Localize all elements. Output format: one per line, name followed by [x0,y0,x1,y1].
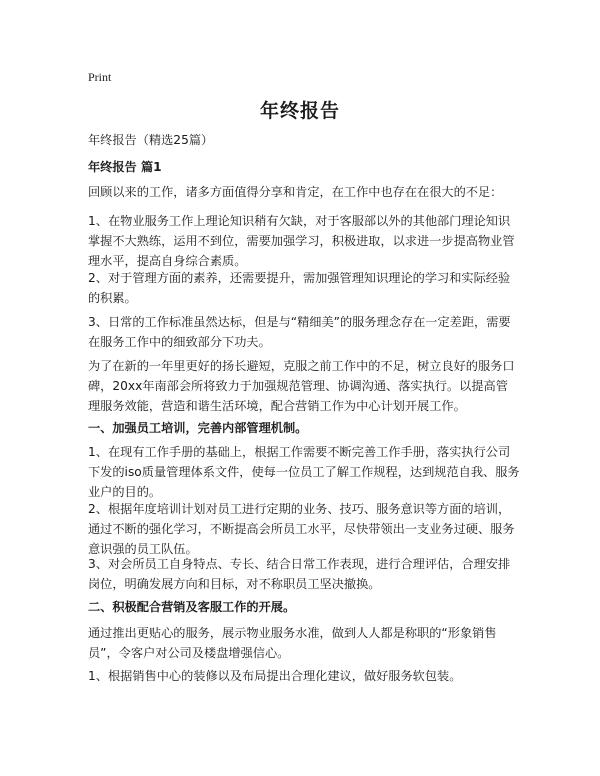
paragraph-2: 2、对于管理方面的素养，还需要提升，需加强管理知识理论的学习和实际经验的积累。 [88,271,511,305]
section-heading: 年终报告 篇1 [88,160,162,174]
print-label: Print [88,70,112,84]
paragraph-two-1: 1、根据销售中心的装修以及布局提出合理化建议，做好服务软包装。 [88,669,462,683]
paragraph-plan: 为了在新的一年里更好的扬长避短，克服之前工作中的不足，树立良好的服务口碑，20xx年南部会所将致力于加强规范管理、协调沟通、落实执行。以提高管理服务效能，营造和谐生活环境，配合营销工作为中心计划开展工作。 [88,359,515,413]
paragraph-1: 1、在物业服务工作上理论知识稍有欠缺，对于客服部以外的其他部门理论知识掌握不大熟练，运用不到位，需要加强学习，积极进取，以求进一步提高物业管理水平，提高自身综合素质。 [88,214,515,268]
paragraph-one-2: 2、根据年度培训计划对员工进行定期的业务、技巧、服务意识等方面的培训，通过不断的强化学习，不断提高会所员工水平，尽快带领出一支业务过硬、服务意识强的员工队伍。 [88,502,515,556]
document-title: 年终报告 [259,100,340,122]
paragraph-one-3: 3、对会所员工自身特点、专长、结合日常工作表现，进行合理评估，合理安排岗位，明确发展方向和目标，对不称职员工坚决撤换。 [88,557,511,591]
heading-section-two: 二、积极配合营销及客服工作的开展。 [88,600,296,614]
paragraph-two-intro: 通过推出更贴心的服务，展示物业服务水准，做到人人都是称职的“形象销售员”，令客户对公司及楼盘增强信心。 [88,626,497,660]
paragraph-intro: 回顾以来的工作，诸多方面值得分享和肯定，在工作中也存在在很大的不足： [88,185,503,199]
document-subtitle: 年终报告（精选25篇） [88,133,214,147]
heading-section-one: 一、加强员工培训，完善内部管理机制。 [88,421,308,435]
paragraph-3: 3、日常的工作标准虽然达标，但是与“精细美”的服务理念存在一定差距，需要在服务工作中的细致部分下功夫。 [88,315,511,349]
paragraph-one-1: 1、在现有工作手册的基础上，根据工作需要不断完善工作手册，落实执行公司下发的iso质量管理体系文件，使每一位员工了解工作规程，达到规范自我、服务业户的目的。 [88,445,520,499]
